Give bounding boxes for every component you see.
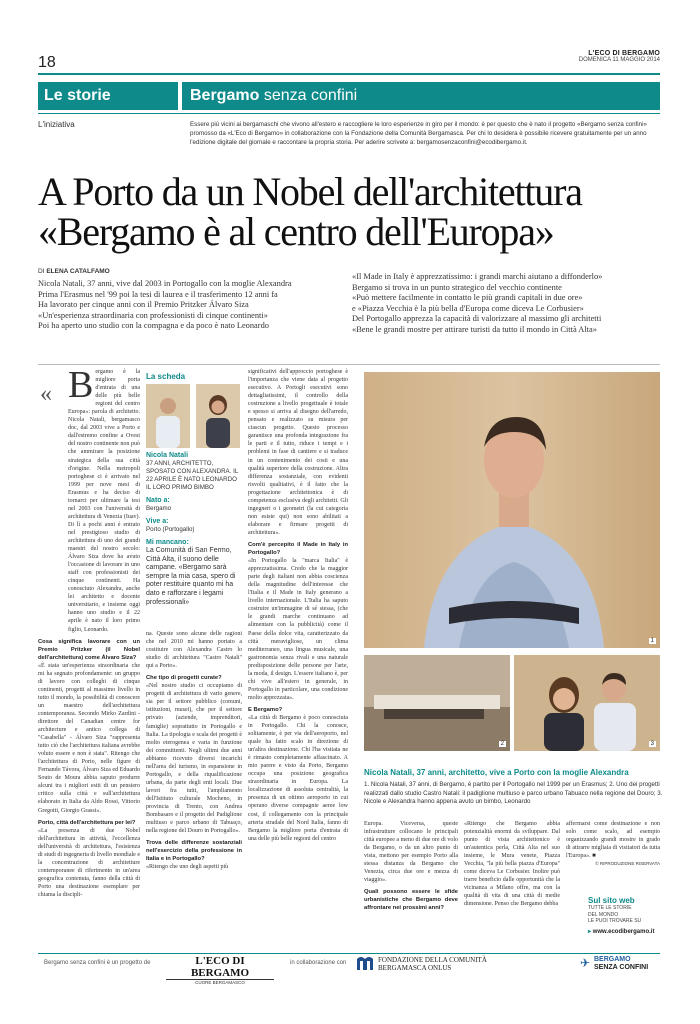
masthead bbox=[579, 50, 660, 63]
logo-line: SENZA CONFINI bbox=[594, 964, 649, 971]
page-number: 18 bbox=[38, 54, 56, 71]
photo-number: 3 bbox=[650, 741, 654, 747]
paragraph: affermarsi come destinazione e non solo come scalo, ad esempio organizzando grandi mostre in grado di attrarre migliaia di visitatori da tutta l'Europa». bbox=[566, 821, 660, 860]
scheda-miss-value: La Comunità di San Fermo, Città Alta, il suono delle campane. «Bergamo sarà sempre la mia casa, spero di poter restituire quanto mi ha dato e rafforzare i legami professionali» bbox=[146, 547, 236, 606]
deck-left-line: «Un'esperienza straordinaria con professionisti di cinque continenti» bbox=[38, 310, 268, 320]
eco-logo-sub: CUORE BERGAMASCO bbox=[166, 979, 274, 985]
deck-left-line: Ha lavorato per cinque anni con il Premio Pritzker Álvaro Siza bbox=[38, 300, 249, 310]
question: E Bergamo? bbox=[248, 706, 283, 713]
photo-number: 1 bbox=[650, 638, 654, 644]
article-column-1 bbox=[38, 368, 140, 948]
question: Trova delle differenze sostanziali nell'esercizio della professione in Italia e in Portogallo? bbox=[146, 840, 242, 863]
masthead-date: DOMENICA 11 MAGGIO 2014 bbox=[578, 57, 660, 63]
series-bold: Bergamo bbox=[190, 87, 260, 104]
top-rule bbox=[38, 73, 660, 75]
paragraph: «In Portogallo la "marca Italia" è apprezzatissima. Credo che la maggior parte degli italiani non abbia coscienza della magnitudine dell'interesse che l'Italia e il Made in Italy generano a livello internazionale. L'Italia ha saputo costruire un'immagine di sé stessa, (che le grandi marche continuano ad alimentare con la pubblicità) come il Paese della dolce vita, caratterizzato da città meravigliose, un clima mediterraneo, una lingua musicale, una gastronomia senza rivali e una naturale predisposizione delle persone per l'arte, la moda, il design. L'essere italiano è, per chi vive all'estero in generale, in Portogallo in particolare, una condizione molto apprezzata». bbox=[248, 558, 348, 701]
main-portrait-photo bbox=[364, 372, 660, 648]
scheda-miss-label: Mi mancano: bbox=[146, 539, 189, 546]
deck-left-line: Nicola Natali, 37 anni, vive dal 2003 in Portogallo con la moglie Alexandra bbox=[38, 279, 292, 288]
scheda-born-value: Bergamo bbox=[146, 505, 172, 512]
scheda-box bbox=[146, 452, 242, 607]
foundation-logo-text bbox=[378, 956, 487, 972]
deck-left-line: Prima l'Erasmus nel '99 poi la tesi di laurea e il trasferimento 12 anni fa bbox=[38, 289, 278, 299]
website-link[interactable] bbox=[588, 928, 668, 935]
intro-text: Essere più vicini ai bergamaschi che vivono all'estero e raccogliere le loro esperienze in giro per il mondo: è per questo che è nato il progetto «Bergamo senza confini» promosso da «L'Eco di Bergamo» in collaborazione con la Fondazione della Comunità Bergamasca. Per chi lo desidera è possibile ricevere gratuitamente per un anno l'edizione digitale del giornale e raccontare la propria storia. Per aderire scrivete a: bergamosenzaconfini@ecodibergamo.it. bbox=[190, 121, 647, 146]
sub-rule bbox=[38, 113, 660, 114]
question: Com'è percepito il Made in Italy in Portogallo? bbox=[248, 541, 348, 557]
family-photo bbox=[514, 655, 660, 751]
end-mark: ■ bbox=[592, 853, 596, 860]
article-column-2 bbox=[146, 630, 242, 948]
headline bbox=[38, 169, 668, 254]
deck-right-line: Del Portogallo apprezza la capacità di valorizzare al massimo gli architetti bbox=[352, 314, 602, 324]
scheda-title: La scheda bbox=[146, 372, 186, 381]
paragraph: na. Queste sono alcune delle ragioni che nel 2010 mi hanno portato a costituire con Alexandra Castro lo studio di architettura "Castro Natali" qui a Porto». bbox=[146, 631, 242, 670]
footer-rule bbox=[38, 953, 660, 954]
bergamo-senza-confini-logo bbox=[580, 956, 649, 972]
paragraph: «Ritengo che uno degli aspetti più bbox=[146, 864, 229, 871]
portrait-alexandra-photo bbox=[196, 384, 240, 448]
byline bbox=[38, 268, 110, 275]
paragraph: «Nel nostro studio ci occupiamo di progetti di architettura di vario genere, sia per il settore pubblico (comuni, istituzioni, musei), che per il settore privato (aziende, imprenditori, famiglie) soprattutto in Portogallo e Italia. La tipologia e scala dei progetti è molto eterogenea e varia in funzione dei committenti. Negli ultimi due anni abbiamo ricevuto diversi incarichi nell'area del turismo, in espansione in Portogallo, e della riqualificazione urbana, da parte degli enti locali. Due lavori fra tutti, l'ampliamento dell'Istituto culturale Mocheno, in provincia di Trento, con Andrea Bombasaro e il progetto del Padiglione multiuso e parco urbano di Tabuaço, nella regione del Douro in Portogallo». bbox=[146, 683, 242, 835]
article-column-3 bbox=[248, 368, 348, 948]
deck-right-line: «Il Made in Italy è apprezzatissimo: i grandi marchi aiutano a diffonderlo» bbox=[352, 272, 603, 281]
series-banner bbox=[182, 82, 660, 110]
body-rule bbox=[38, 364, 660, 365]
masthead-title: L'ECO DI BERGAMO bbox=[588, 50, 660, 57]
quote-mark-icon: « bbox=[40, 381, 52, 407]
paragraph: «La città di Bergamo è poco conosciuta in Portogallo. Chi la conosce, solitamente, è per via dell'aeroporto, nel quale ha fatto scalo in direzione di un'altra destinazione. Chi l'ha visitata ne è rimasto completamente affascinato. A mio parere e visto da Porto, Bergamo occupa una posizione geografica straordinaria in Europa. La localizzazione di assoluta centralità, la presenza di un ottimo aeroporto in cui operano diverse compagnie aeree low cost, il collegamento con la principale arteria stradale del Nord Italia, fanno di Bergamo la migliore porta d'entrata di una delle più belle regioni del centro bbox=[248, 714, 348, 842]
logo-line: BERGAMO bbox=[594, 956, 631, 963]
footer-middle-text: in collaborazione con bbox=[290, 960, 347, 966]
portrait-nicola-photo bbox=[146, 384, 190, 448]
website-line: LE PUOI TROVARE SU bbox=[588, 918, 642, 924]
paragraph: significativi dell'approccio portoghese è l'importanza che viene data al progetto esecutivo. A Portogli esecutivi sono dettagliatissimi, il controllo della costruzione a livello progettuale è totale e spesso si arriva al disegno dell'arredo, pensato e realizzato su misura per ciascun progetto. Questo processo garantisce una profonda integrazione fra le parti e il tutto, riduce i tempi e i problemi in fase di cantiere e si traduce in un contenimento dei costi e una qualità superiore della costruzione. Altra differenza sostanziale, con evidenti risvolti qualitativi, è il fatto che la progettazione architettonica è di competenza esclusiva degli architetti. Gli ingegneri o i geometri (la cui categoria non esiste qui) non sono abilitati a elaborare e firmare progetti di architettura». bbox=[248, 369, 348, 536]
question: Porto, città dell'architettura per lei? bbox=[38, 819, 136, 826]
headline-line2: «Bergamo è al centro dell'Europa» bbox=[38, 209, 554, 254]
deck-right-line: «Può mettere facilmente in contatto le più grandi capitali in due ore» bbox=[352, 293, 583, 303]
foundation-logo-icon bbox=[356, 955, 374, 971]
paragraph: ergamo è la migliore porta d'entrata di una delle più belle regioni del centro Europa»: parola di architetto. Nicola Natali, bergamasco doc, dal 2003 vive a Porto e dall'estremo confine a Ovest del nostro continente non può che ammirare la posizione strategica della sua città d'origine. Nella metropoli portoghese ci è arrivato nel 1999 per nove mesi di Erasmus e ha deciso di tornarci per ultimare la tesi nel 2003 con l'università di architettura di Venezia (Iuav). Di lì a pochi anni è entrato nel prestigioso studio di architettura di uno dei grandi maestri del nostro secolo: Álvaro Siza dove ha avuto l'occasione di lavorare in uno staff con professionisti dei cinque continenti. Ha conosciuto Alexandra, anche lei architetto e docente universitario, e insieme oggi hanno uno studio e il 22 aprile è nato il loro primo figlio, Leonardo. bbox=[68, 369, 140, 633]
scheda-lives-label: Vive a: bbox=[146, 518, 169, 525]
website-url[interactable]: www.ecodibergamo.it bbox=[592, 928, 655, 935]
website-line: DEL MONDO bbox=[588, 911, 619, 918]
paragraph: Europa. Viceversa, queste infrastrutture collocano le principali città europee a meno di due ore di volo da Bergamo, o da un altro punto di vista, mettono per esempio Porto alla stessa distanza da Bergamo che Venezia, circa due ore e mezza di viaggio». bbox=[364, 821, 458, 884]
deck-right-line: Bergamo si trova in un punto strategico del vecchio continente bbox=[352, 282, 562, 292]
question: Che tipo di progetti curate? bbox=[146, 675, 222, 682]
walking-figure-icon: ✈ bbox=[580, 956, 591, 970]
website-line: TUTTE LE STORIE bbox=[588, 905, 632, 911]
series-rest: senza confini bbox=[263, 87, 358, 104]
eco-logo-title: L'ECO DI BERGAMO bbox=[190, 955, 250, 979]
scheda-born-label: Nato a: bbox=[146, 497, 170, 504]
photo-number: 2 bbox=[500, 741, 504, 747]
website-title: Sul sito web bbox=[588, 896, 635, 905]
deck-right bbox=[352, 272, 662, 336]
question: Quali possono essere le sfide urbanistiche che Bergamo deve affrontare nei prossimi anni? bbox=[364, 889, 458, 912]
website-promo bbox=[588, 896, 668, 935]
question: Cosa significa lavorare con un Premio Pritzker (il Nobel dell'architettura) come Álvaro Siza? bbox=[38, 638, 140, 661]
copyright: © RIPRODUZIONE RISERVATA bbox=[595, 861, 660, 867]
pavilion-photo bbox=[364, 655, 510, 751]
deck-right-line: e «Piazza Vecchia è la più bella d'Europa come diceva Le Corbusier» bbox=[352, 303, 584, 313]
kicker: L'iniziativa bbox=[38, 120, 75, 129]
byline-prefix: DI bbox=[38, 268, 45, 275]
paragraph: «È stata un'esperienza straordinaria che mi ha segnato profondamente: un gruppo di lavoro con colleghi di cinque continenti, progetti al massimo livello in tutto il mondo, la possibilità di conoscere un maestro dell'architettura contemporanea. Secondo Mirko Zardini - direttore del Canadian centre for architecture e antico collega di "Casabella" - Álvaro Siza "rappresenta tutto ciò che l'architettura italiana avrebbe voluto essere e non è stata". Ritengo che l'architettura di Porto, nelle figure di Fernando Távora, Álvaro Siza ed Eduardo Souto de Moura abbia saputo produrre alcuni tra i migliori esiti di un pensiero critico sulla città e sull'architettura elaborato in Italia da Aldo Rossi, Vittorio Gregotti, Giorgio Grassi». bbox=[38, 662, 140, 814]
article-column-5 bbox=[464, 820, 560, 950]
byline-author: ELENA CATALFAMO bbox=[46, 268, 110, 275]
footer-left-text: Bergamo senza confini è un progetto de bbox=[44, 960, 151, 966]
photo-caption-text: 1. Nicola Natali, 37 anni, di Bergamo, è partito per il Portogallo nel 1999 per un Erasmus; 2. Uno dei progetti realizzati dallo studio Castro Natali: il padiglione multiuso e parco urbano Tabuaco nella regione del Douro; 3. Nicole e Alexandra hanno appena avuto un bimbo, Leonardo bbox=[364, 781, 663, 805]
scheda-lives-value: Porto (Portogallo) bbox=[146, 526, 195, 533]
deck-left-line: Poi ha aperto uno studio con la compagna e da poco è nato Leonardo bbox=[38, 321, 269, 331]
deck-right-line: «Bene le grandi mostre per attirare turisti da tutto il mondo in Città Alta» bbox=[352, 324, 597, 334]
article-column-4 bbox=[364, 820, 458, 950]
arrow-right-icon: ▸ bbox=[588, 928, 592, 935]
drop-cap: B bbox=[68, 368, 94, 406]
scheda-name: Nicola Natali bbox=[146, 452, 189, 459]
photo-caption-title: Nicola Natali, 37 anni, architetto, vive a Porto con la moglie Alexandra bbox=[364, 768, 629, 777]
paragraph: «Ritengo che Bergamo abbia potenzialità enormi da sviluppare. Dal punto di vista architettonico è un'autentica perla, Città Alta nel suo insieme, le Mura venete, Piazza Vecchia, "la più bella piazza d'Europa" come diceva Le Corbusier. Inoltre può trarre beneficio dalle opportunità che la vicinanza a Milano offre, ma con la qualità di vita di una città di medie dimensione. Penso che Bergamo debba bbox=[464, 821, 560, 908]
scheda-details: 37 ANNI, ARCHITETTO, SPOSATO CON ALEXANDRA. IL 22 APRILE È NATO LEONARDO IL LORO PRIMO BIMBO bbox=[146, 460, 239, 491]
foundation-name: BERGAMASCA ONLUS bbox=[378, 964, 452, 972]
foundation-name: FONDAZIONE DELLA COMUNITÀ bbox=[378, 956, 487, 964]
paragraph: «La presenza di due Nobel dell'architettura in attività, l'eccellenza dell'università di architettura, l'esistenza di studi di ingegneria di livello mondiale e la concentrazione di architetture contemporanee di riferimento in un'area geografica contenuta, fanno della città di Porto una destinazione esemplare per chiama la discipli- bbox=[38, 827, 140, 898]
section-banner: Le storie bbox=[38, 82, 178, 110]
article-column-6 bbox=[566, 820, 660, 892]
eco-logo bbox=[166, 955, 274, 985]
scheda-photos bbox=[146, 384, 242, 448]
deck-left bbox=[38, 279, 338, 332]
headline-line1: A Porto da un Nobel dell'architettura bbox=[38, 169, 582, 214]
